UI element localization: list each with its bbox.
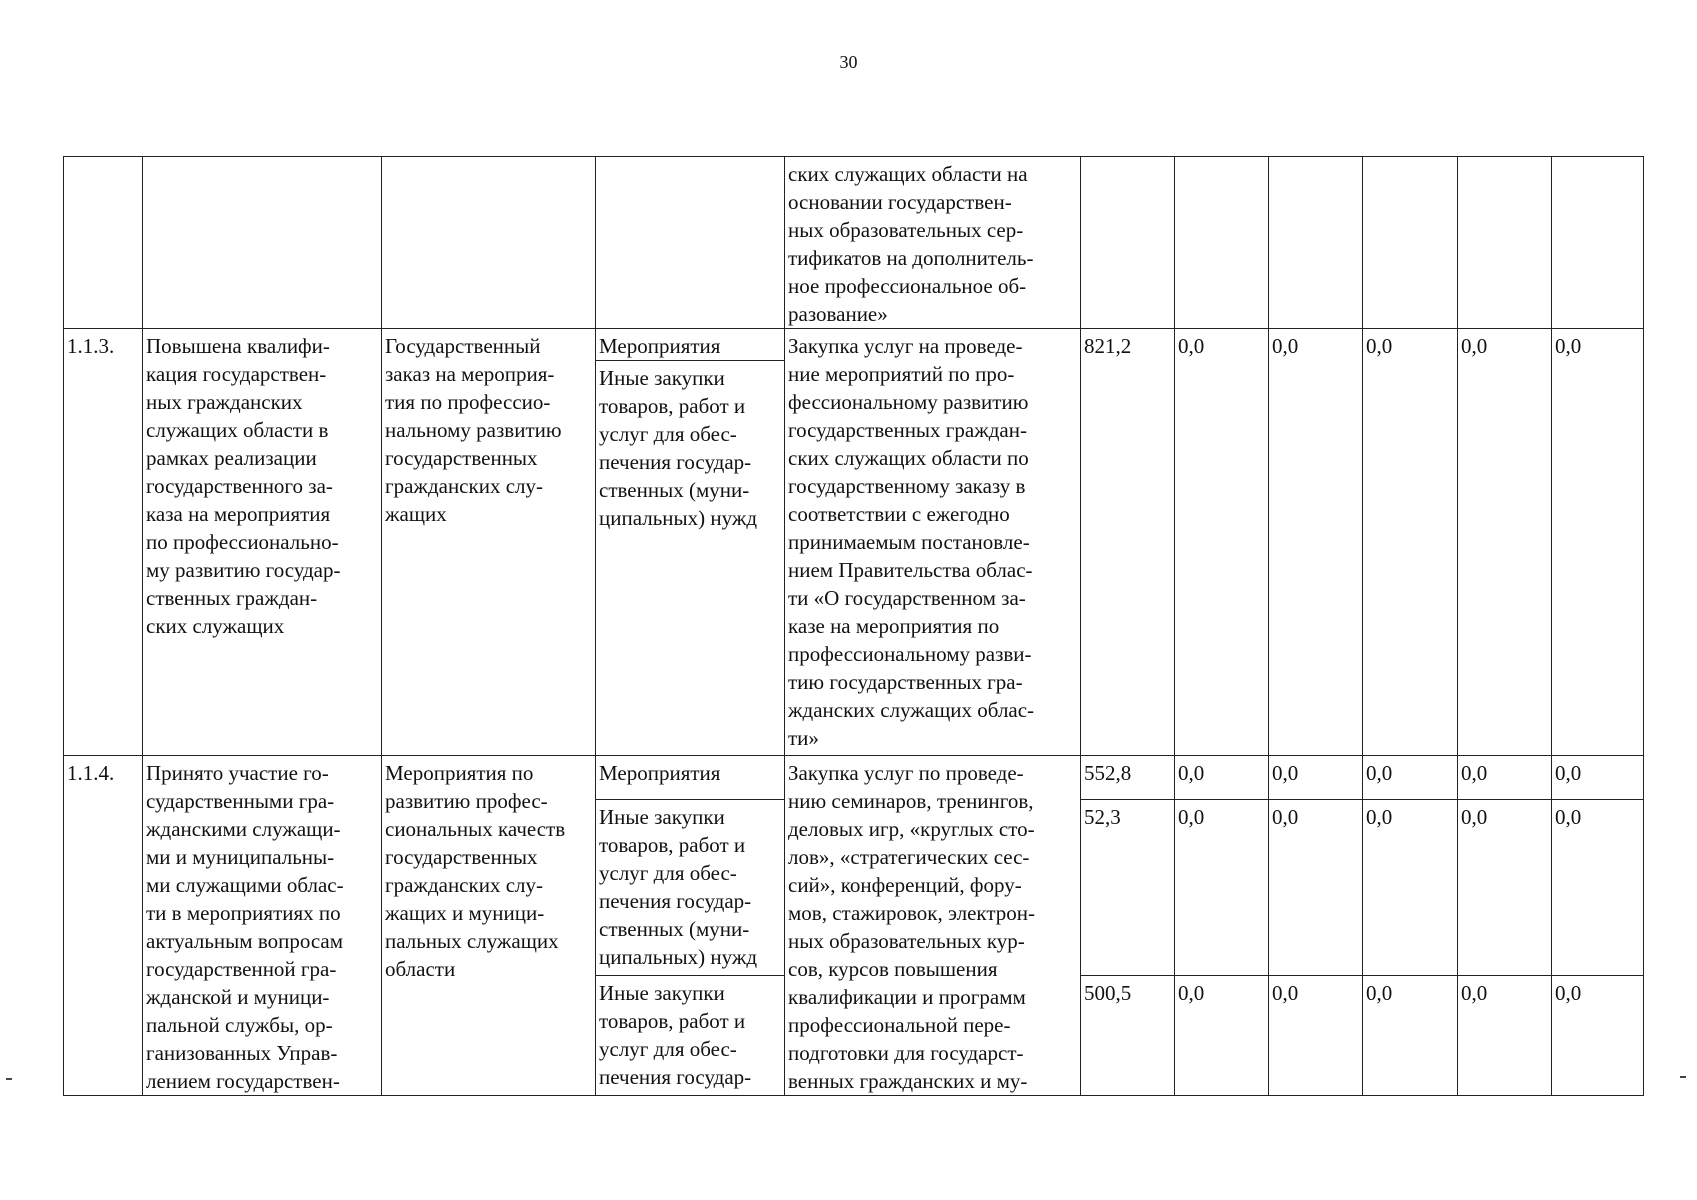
result-cell: Принято участие го- сударственными гра- жданскими служащи- ми и муниципальны- ми служащими облас- ти в мероприятиях по актуальным вопросам государственной гра- жданской и муници- пальной службы, ор- ганизованных Управ- лением государствен- [143,756,382,1096]
row-id-cell: 1.1.4. [64,756,143,1096]
description-cell: Закупка услуг по проведе- нию семинаров, тренингов, деловых игр, «круглых сто- лов», «стратегических сес- сий», конференций, фору- мов, стажировок, электрон- ных образовательных кур- сов, курсов повышения квалификации и программ профессиональной пере- подготовки для государст- венных гражданских и му- [785,756,1081,1096]
value-cell: 0,0 [1363,756,1458,800]
table-cell [143,157,382,329]
page-number: 30 [839,52,858,72]
description-cell: Закупка услуг на проведе- ние мероприятий по про- фессиональному развитию государственных граждан- ских служащих области по государственному заказу в соответствии с ежегодно принимаемым постановле- нием Правительства облас- ти «О государственном за- казе на мероприятия по профессиональному разви- тию государственных гра- жданских служащих облас- ти» [785,329,1081,756]
value-cell: 0,0 [1552,975,1644,1095]
value-cell: 0,0 [1175,756,1269,800]
value-cell: 0,0 [1175,975,1269,1095]
table-cell [1269,157,1363,329]
value-cell: 0,0 [1458,975,1552,1095]
scan-mark [1680,1076,1686,1078]
value-cell: 0,0 [1363,329,1458,756]
row-id-cell: 1.1.3. [64,329,143,756]
table-cell [1081,157,1175,329]
table-row-1-1-3 [64,329,1644,361]
value-cell: 821,2 [1081,329,1175,756]
value-cell: 0,0 [1552,800,1644,976]
table-cell [1552,157,1644,329]
value-cell: 0,0 [1552,756,1644,800]
result-cell: Повышена квалифи- кация государствен- ных гражданских служащих области в рамках реализации государственного за- каза на мероприятия по профессионально- му развитию государ- ственных граждан- ских служащих [143,329,382,756]
measure-cell: Мероприятия по развитию профес- сиональных качеств государственных гражданских слу- жащих и муници- пальных служащих области [382,756,596,1096]
scan-mark [6,1078,12,1080]
value-cell: 0,0 [1458,800,1552,976]
table-cell [1458,157,1552,329]
value-cell: 0,0 [1363,800,1458,976]
value-cell: 500,5 [1081,975,1175,1095]
value-cell: 0,0 [1363,975,1458,1095]
value-cell: 0,0 [1458,756,1552,800]
value-cell: 0,0 [1269,756,1363,800]
table-cell [64,157,143,329]
table-row-continuation [64,157,1644,329]
table-row-1-1-4 [64,756,1644,800]
expense-cell: Мероприятия [596,756,785,800]
value-cell: 0,0 [1175,329,1269,756]
value-cell: 0,0 [1552,329,1644,756]
value-cell: 0,0 [1269,329,1363,756]
value-cell: 0,0 [1269,975,1363,1095]
table-cell [596,157,785,329]
value-cell: 52,3 [1081,800,1175,976]
measure-cell: Государственный заказ на мероприя- тия по профессио- нальному развитию государственных гражданских слу- жащих [382,329,596,756]
value-cell: 0,0 [1175,800,1269,976]
table-cell [1175,157,1269,329]
table-cell-description: ских служащих области на основании государствен- ных образовательных сер- тификатов на дополнитель- ное профессиональное об- разование» [785,157,1081,329]
expense-cell: Иные закупки товаров, работ и услуг для обес- печения государ- [596,975,785,1095]
table-cell [382,157,596,329]
expense-header-cell: Мероприятия [596,329,785,361]
program-activities-table [63,156,1644,1096]
expense-cell: Иные закупки товаров, работ и услуг для обес- печения государ- ственных (муни- ципальных) нужд [596,800,785,976]
expense-item-cell: Иные закупки товаров, работ и услуг для обес- печения государ- ственных (муни- ципальных) нужд [596,361,785,756]
value-cell: 0,0 [1458,329,1552,756]
value-cell: 0,0 [1269,800,1363,976]
value-cell: 552,8 [1081,756,1175,800]
table-cell [1363,157,1458,329]
